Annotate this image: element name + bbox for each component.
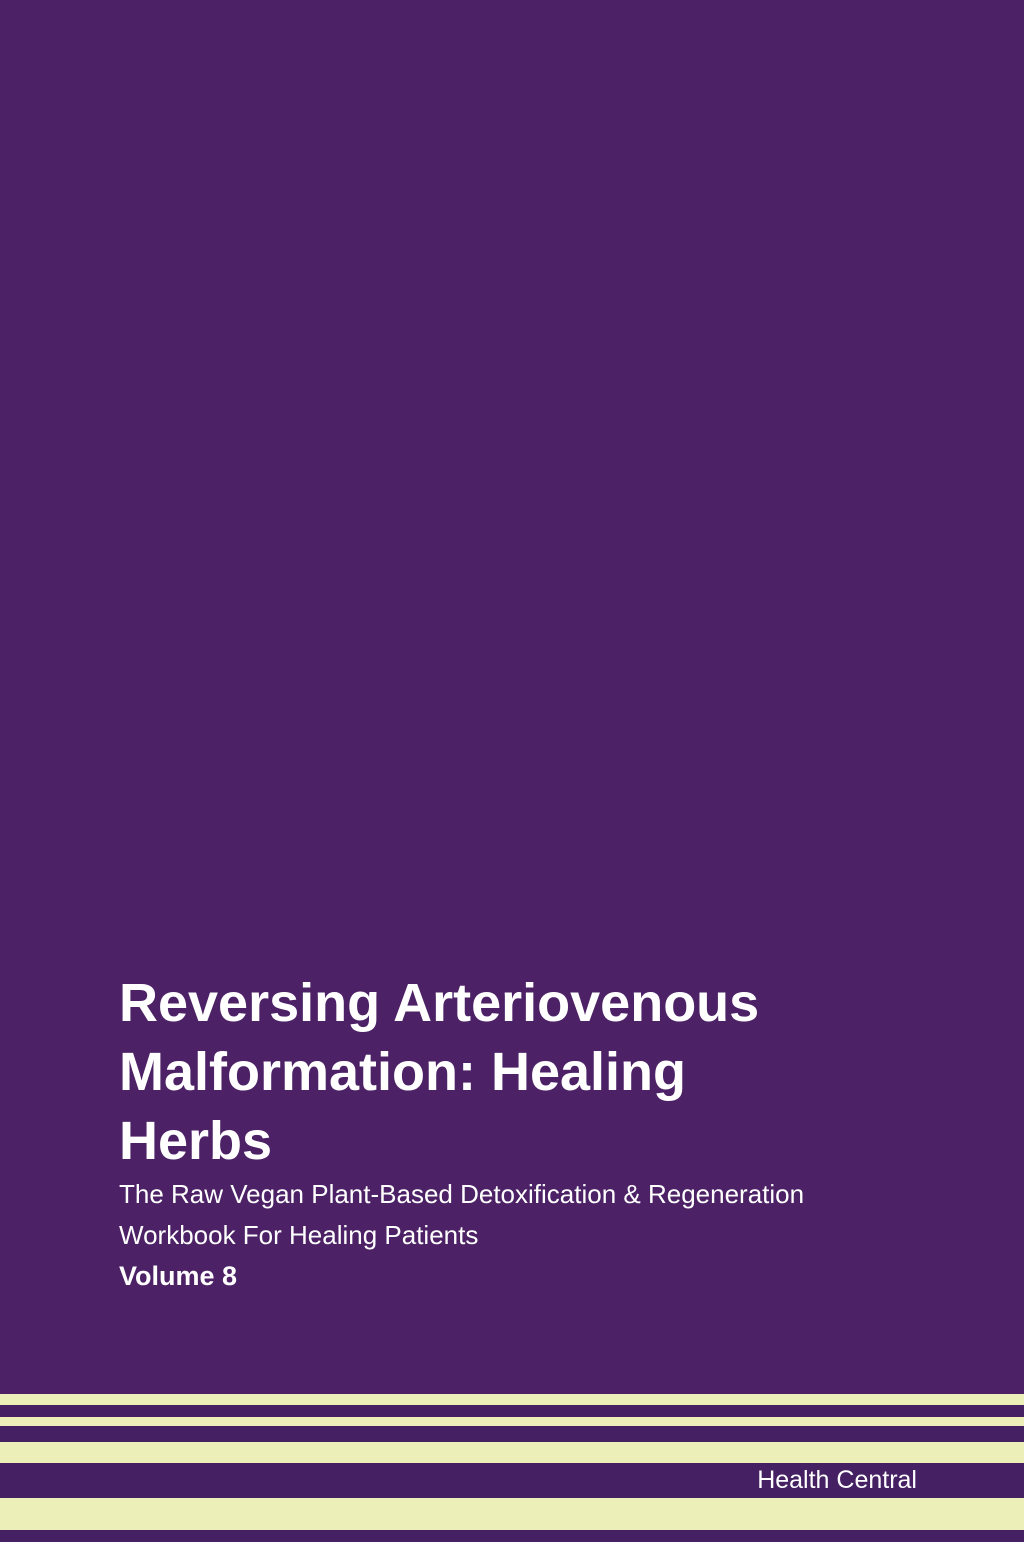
publisher-band <box>0 1463 1024 1498</box>
stripe-cream-4 <box>0 1498 1024 1530</box>
stripe-purple-3 <box>0 1530 1024 1542</box>
stripe-purple-1 <box>0 1405 1024 1417</box>
stripe-purple-2 <box>0 1426 1024 1442</box>
stripe-cream-3 <box>0 1442 1024 1463</box>
book-title: Reversing Arteriovenous Malformation: Healing Herbs <box>119 973 760 1171</box>
stripe-cream-1 <box>0 1394 1024 1405</box>
book-subtitle: The Raw Vegan Plant-Based Detoxification & Regeneration Workbook For Healing Patients <box>119 1179 805 1250</box>
stripe-cream-2 <box>0 1417 1024 1426</box>
bottom-stripes <box>0 1394 1024 1542</box>
publisher-name: Health Central <box>757 1466 917 1494</box>
volume-label: Volume 8 <box>119 1261 238 1291</box>
